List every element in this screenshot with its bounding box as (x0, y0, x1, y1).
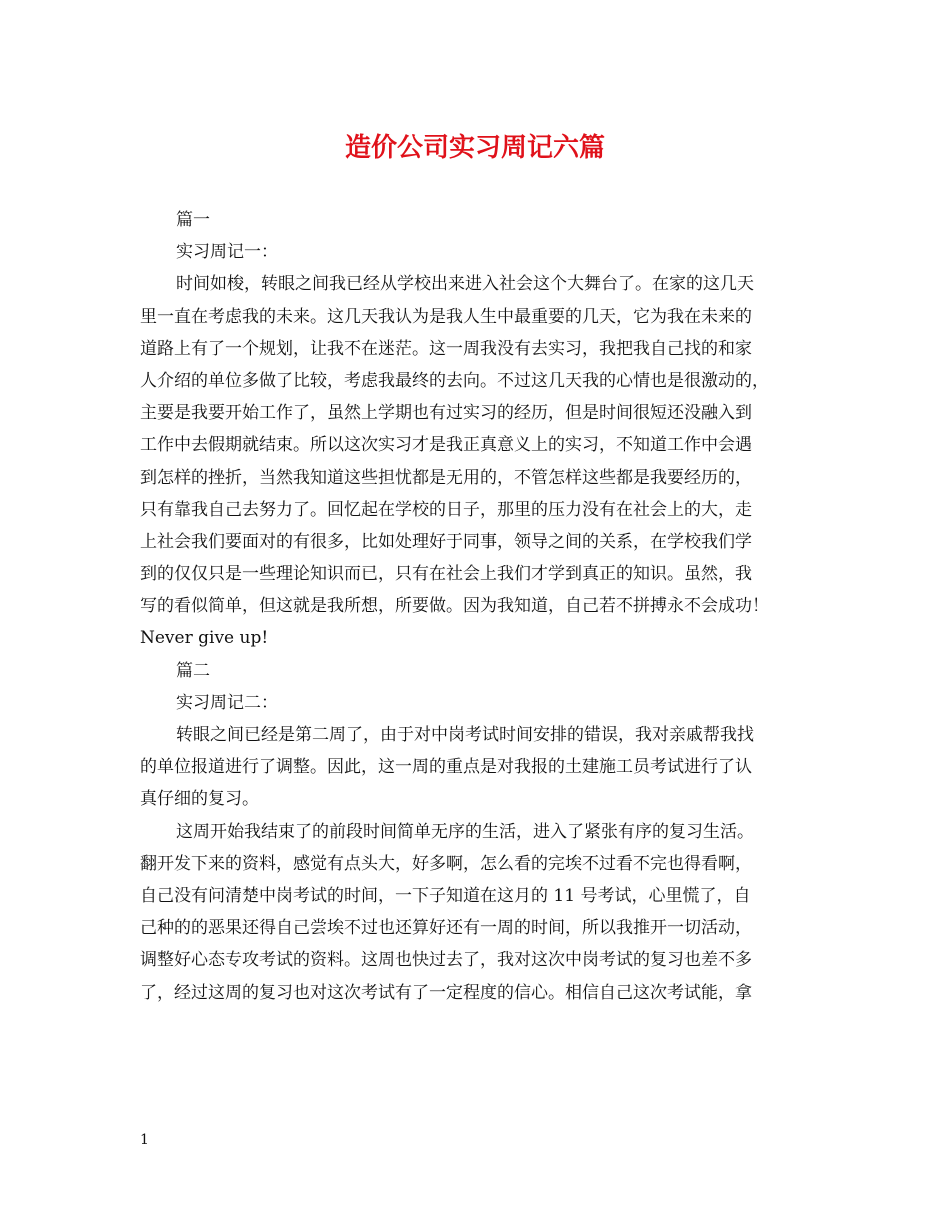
text-line: 转眼之间已经是第二周了，由于对中岗考试时间安排的错误，我对亲戚帮我找 (176, 725, 754, 745)
text-line: 时间如梭，转眼之间我已经从学校出来进入社会这个大舞台了。在家的这几天 (176, 274, 754, 295)
text-line: Never give up! (140, 628, 269, 649)
text-line: 道路上有了一个规划，让我不在迷茫。这一周我没有去实习，我把我自己找的和家 (140, 338, 752, 359)
text-line: 到怎样的挫折，当然我知道这些担忧都是无用的，不管怎样这些都是我要经历的， (140, 467, 752, 488)
text-line: 自己没有问清楚中岗考试的时间，一下子知道在这月的 11 号考试，心里慌了，自 (140, 885, 751, 906)
text-line: 的单位报道进行了调整。因此，这一周的重点是对我报的土建施工员考试进行了认 (140, 757, 752, 778)
text-line: 调整好心态专攻考试的资料。这周也快过去了，我对这次中岗考试的复习也差不多 (140, 950, 752, 971)
text-line: 这周开始我结束了的前段时间简单无序的生活，进入了紧张有序的复习生活。 (176, 821, 754, 842)
text-line: 工作中去假期就结束。所以这次实习才是我正真意义上的实习，不知道工作中会遇 (140, 435, 752, 456)
page-number: 1 (140, 1132, 149, 1148)
entry-heading-1: 实习周记一： (176, 242, 278, 263)
text-line: 里一直在考虑我的未来。这几天我认为是我人生中最重要的几天，它为我在未来的 (140, 306, 752, 327)
text-line: 翻开发下来的资料，感觉有点头大，好多啊，怎么看的完埃不过看不完也得看啊， (140, 853, 752, 874)
text-line: 只有靠我自己去努力了。回忆起在学校的日子，那里的压力没有在社会上的大，走 (140, 499, 752, 520)
text-line: 主要是我要开始工作了，虽然上学期也有过实习的经历，但是时间很短还没融入到 (140, 403, 752, 424)
text-line: 人介绍的单位多做了比较，考虑我最终的去向。不过这几天我的心情也是很激动的， (140, 370, 769, 391)
document-body (140, 204, 830, 1009)
text-line: 写的看似简单，但这就是我所想，所要做。因为我知道，自己若不拼搏永不会成功！ (140, 596, 769, 617)
entry-heading-2: 实习周记二： (176, 692, 278, 713)
text-line: 了，经过这周的复习也对这次考试有了一定程度的信心。相信自己这次考试能，拿 (140, 982, 752, 1003)
document-title: 造价公司实习周记六篇 (344, 133, 605, 163)
text-line: 上社会我们要面对的有很多，比如处理好于同事，领导之间的关系，在学校我们学 (140, 531, 752, 552)
section-heading-1: 篇一 (176, 210, 210, 230)
text-line: 己种的的恶果还得自己尝埃不过也还算好还有一周的时间，所以我推开一切活动， (140, 918, 752, 939)
section-heading-2: 篇二 (176, 660, 210, 681)
text-line: 真仔细的复习。 (140, 789, 259, 810)
text-line: 到的仅仅只是一些理论知识而已，只有在社会上我们才学到真正的知识。虽然，我 (140, 564, 752, 585)
